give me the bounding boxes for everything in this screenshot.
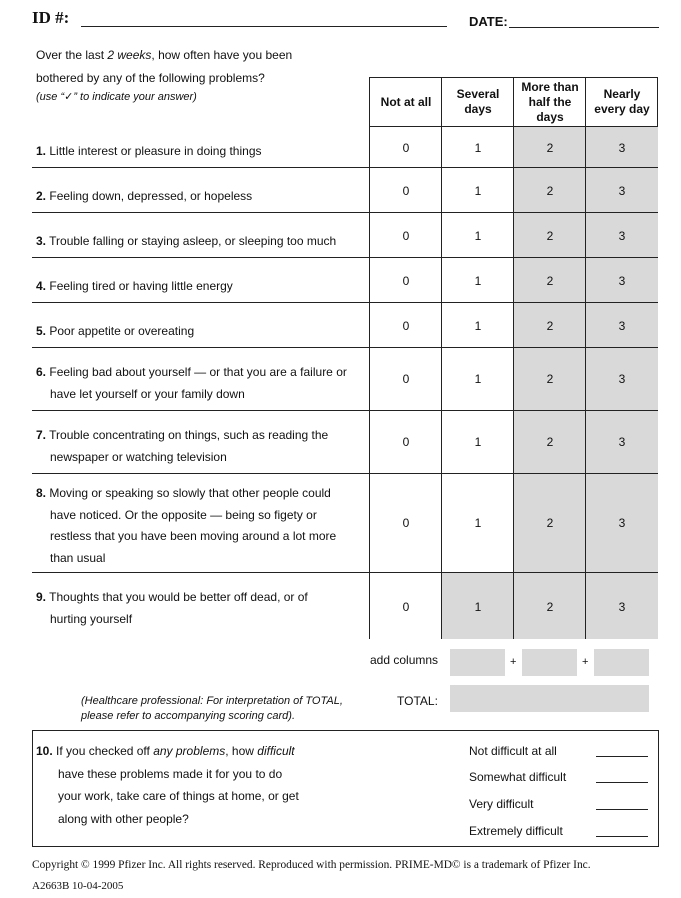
score-option[interactable]: 1 [474, 435, 482, 449]
question-number: 7. [36, 428, 47, 442]
row-divider-header [370, 126, 658, 127]
col-divider [441, 77, 442, 639]
q10-line1-mid: , how [225, 744, 258, 758]
score-option[interactable]: 3 [618, 184, 626, 198]
intro-line2: bothered by any of the following problems? [36, 71, 265, 85]
question-7 [36, 425, 366, 468]
col-header-nearly-every-day: Nearly every day [594, 87, 650, 116]
score-option[interactable]: 3 [618, 141, 626, 155]
scoring-note-line2: please refer to accompanying scoring card). [81, 710, 295, 722]
question-text: Trouble concentrating on things, such as reading the [49, 428, 329, 442]
question-8 [36, 483, 366, 569]
score-option[interactable]: 2 [546, 319, 554, 333]
question-6 [36, 362, 366, 405]
question-text: Poor appetite or overeating [49, 324, 195, 338]
score-option[interactable]: 1 [474, 516, 482, 530]
question-text: Little interest or pleasure in doing things [49, 144, 262, 158]
question-text: Feeling bad about yourself — or that you are a failure or [49, 365, 347, 379]
question-number: 10. [36, 744, 53, 758]
score-option[interactable]: 1 [474, 372, 482, 386]
score-option[interactable]: 2 [546, 516, 554, 530]
scoring-note-line1: (Healthcare professional: For interpretation of TOTAL, [81, 695, 343, 707]
difficulty-answer-line[interactable] [596, 836, 648, 837]
plus-sign: + [582, 656, 589, 668]
total-label: TOTAL: [397, 694, 438, 708]
difficulty-answer-line[interactable] [596, 809, 648, 810]
score-option[interactable]: 1 [474, 319, 482, 333]
question-text: have noticed. Or the opposite — being so figety or [50, 507, 317, 522]
difficulty-option-label: Somewhat difficult [469, 770, 567, 784]
score-option[interactable]: 0 [402, 184, 410, 198]
total-box[interactable] [450, 685, 649, 712]
column-sum-box-3[interactable] [522, 649, 577, 676]
date-field[interactable] [509, 27, 659, 28]
question-number: 2. [36, 189, 47, 203]
score-option[interactable]: 3 [618, 516, 626, 530]
question-text: hurting yourself [50, 611, 133, 626]
question-text: newspaper or watching television [50, 449, 227, 464]
question-number: 8. [36, 486, 47, 500]
score-option[interactable]: 3 [618, 274, 626, 288]
col-header-several-days: Several days [456, 87, 500, 116]
difficulty-option-label: Not difficult at all [469, 744, 557, 758]
form-code: A2663B 10-04-2005 [32, 880, 124, 892]
date-label: DATE: [469, 14, 508, 29]
intro-line1-post: , how often have you been [151, 48, 293, 62]
score-option[interactable]: 1 [474, 600, 482, 614]
col-divider [657, 77, 658, 127]
plus-sign: + [510, 656, 517, 668]
question-number: 4. [36, 279, 47, 293]
score-option[interactable]: 0 [402, 141, 410, 155]
score-option[interactable]: 0 [402, 274, 410, 288]
difficulty-option-label: Extremely difficult [469, 824, 563, 838]
question-text: Trouble falling or staying asleep, or sleeping too much [49, 234, 337, 248]
score-option[interactable]: 0 [402, 516, 410, 530]
question-text: restless that you have been moving around a lot more [50, 529, 337, 543]
intro-line1-pre: Over the last [36, 48, 108, 62]
score-option[interactable]: 0 [402, 600, 410, 614]
question-text: Feeling tired or having little energy [49, 279, 233, 293]
q10-line1-pre: If you checked off [56, 744, 154, 758]
question-number: 1. [36, 144, 47, 158]
question-3 [36, 231, 366, 253]
question-text: Thoughts that you would be better off dead, or of [49, 590, 308, 604]
score-option[interactable]: 3 [618, 372, 626, 386]
question-text: Moving or speaking so slowly that other people could [49, 486, 331, 500]
id-field[interactable] [81, 26, 447, 27]
score-option[interactable]: 1 [474, 141, 482, 155]
row-divider [32, 212, 658, 213]
score-option[interactable]: 2 [546, 141, 554, 155]
score-option[interactable]: 1 [474, 184, 482, 198]
column-sum-box-4[interactable] [594, 649, 649, 676]
q10-line2: have these problems made it for you to do [58, 766, 283, 781]
add-columns-label: add columns [370, 653, 439, 667]
score-option[interactable]: 0 [402, 372, 410, 386]
score-option[interactable]: 2 [546, 274, 554, 288]
id-label: ID #: [32, 8, 70, 27]
col-header-more-than-half: More than half the days [521, 79, 579, 124]
question-text: than usual [50, 550, 106, 565]
column-sum-box-2[interactable] [450, 649, 505, 676]
col-divider [513, 77, 514, 639]
score-option[interactable]: 1 [474, 229, 482, 243]
score-option[interactable]: 0 [402, 319, 410, 333]
question-text: Feeling down, depressed, or hopeless [49, 189, 253, 203]
row-divider [32, 257, 658, 258]
table-top-border [370, 77, 658, 78]
col-header-not-at-all: Not at all [380, 94, 432, 109]
intro-hint: (use “✓” to indicate your answer) [36, 91, 197, 103]
q10-line4: along with other people? [58, 811, 189, 826]
question-5 [36, 321, 366, 343]
col-divider [369, 77, 370, 639]
row-divider [32, 473, 658, 474]
question-4 [36, 276, 366, 298]
question-number: 9. [36, 590, 47, 604]
score-option[interactable]: 2 [546, 229, 554, 243]
question-number: 6. [36, 365, 47, 379]
score-option[interactable]: 2 [546, 184, 554, 198]
score-option[interactable]: 3 [618, 600, 626, 614]
difficulty-answer-line[interactable] [596, 782, 648, 783]
question-2 [36, 186, 366, 208]
row-divider [32, 347, 658, 348]
intro-line1-em: 2 weeks [107, 48, 152, 62]
score-option[interactable]: 0 [402, 229, 410, 243]
question-text: have let yourself or your family down [50, 386, 245, 401]
score-option[interactable]: 0 [402, 435, 410, 449]
score-option[interactable]: 1 [474, 274, 482, 288]
score-option[interactable]: 3 [618, 319, 626, 333]
col-divider [585, 77, 586, 639]
question-number: 3. [36, 234, 47, 248]
row-divider [32, 410, 658, 411]
scoring-note [81, 694, 343, 724]
q10-line1-em2: difficult [257, 744, 295, 758]
score-option[interactable]: 2 [546, 435, 554, 449]
question-10 [36, 740, 366, 830]
question-number: 5. [36, 324, 47, 338]
copyright-notice: Copyright © 1999 Pfizer Inc. All rights reserved. Reproduced with permission. PRIME-MD© is a trademark of Pfizer Inc. [32, 859, 591, 871]
score-option[interactable]: 3 [618, 435, 626, 449]
row-divider [32, 302, 658, 303]
instructions [36, 44, 366, 90]
score-option[interactable]: 2 [546, 600, 554, 614]
difficulty-option-label: Very difficult [469, 797, 534, 811]
score-option[interactable]: 3 [618, 229, 626, 243]
question-1 [36, 141, 366, 163]
row-divider [32, 572, 658, 573]
q10-line3: your work, take care of things at home, or get [58, 789, 299, 803]
difficulty-answer-line[interactable] [596, 756, 648, 757]
score-option[interactable]: 2 [546, 372, 554, 386]
q10-line1-em1: any problems [153, 744, 226, 758]
row-divider [32, 167, 658, 168]
question-9 [36, 587, 366, 630]
